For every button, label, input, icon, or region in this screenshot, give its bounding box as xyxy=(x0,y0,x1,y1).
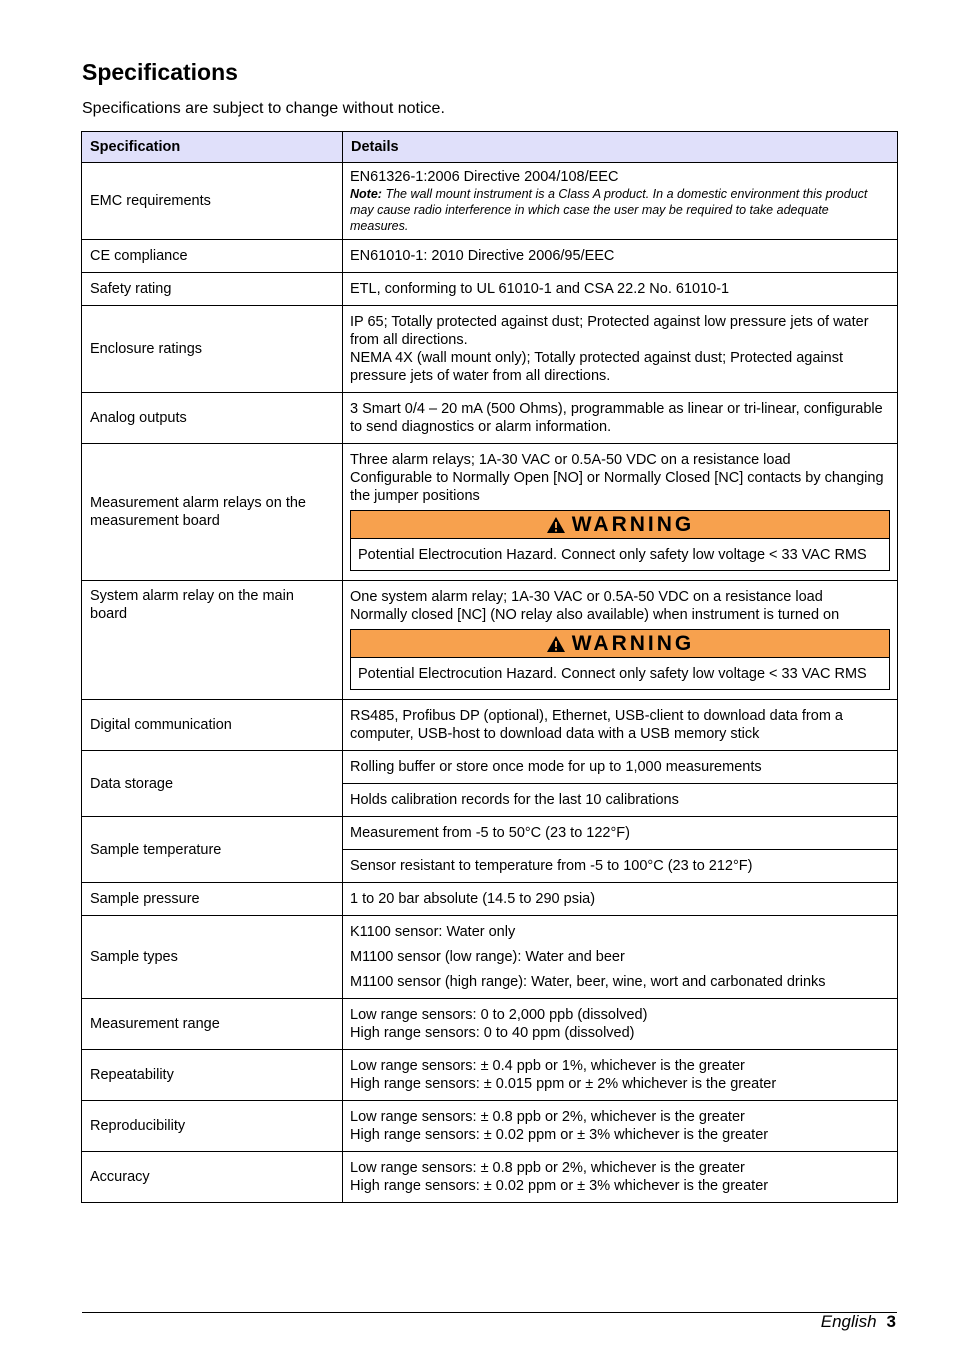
page-title: Specifications xyxy=(82,59,238,85)
detail-line: Low range sensors: ± 0.8 ppb or 2%, whichever is the greater xyxy=(350,1160,745,1176)
table-row xyxy=(82,916,898,999)
spec-detail: Measurement from -5 to 50°C (23 to 122°F) xyxy=(343,817,898,850)
detail-line: Configurable to Normally Open [NO] or Normally Closed [NC] contacts by changing the jumper positions xyxy=(350,470,884,504)
detail-line: Low range sensors: 0 to 2,000 ppb (dissolved) xyxy=(350,1007,648,1023)
table-row xyxy=(82,581,898,700)
spec-detail: 1 to 20 bar absolute (14.5 to 290 psia) xyxy=(343,883,898,916)
warning-text: Potential Electrocution Hazard. Connect only safety low voltage < 33 VAC RMS xyxy=(358,547,867,563)
table-row xyxy=(82,817,898,850)
warning-header xyxy=(351,511,889,539)
table-row xyxy=(82,883,898,916)
emc-detail: EN61326-1:2006 Directive 2004/108/EEC xyxy=(350,169,619,185)
spec-detail xyxy=(343,163,898,240)
detail-line: Low range sensors: ± 0.8 ppb or 2%, whichever is the greater xyxy=(350,1109,745,1125)
page-number: 3 xyxy=(886,1312,896,1331)
page-footer xyxy=(821,1312,896,1332)
spec-detail: EN61010-1: 2010 Directive 2006/95/EEC xyxy=(343,240,898,273)
warning-box xyxy=(350,510,890,571)
spec-detail xyxy=(343,916,898,999)
detail-line: High range sensors: ± 0.02 ppm or ± 3% whichever is the greater xyxy=(350,1127,769,1143)
spec-label: Accuracy xyxy=(82,1152,343,1203)
table-row xyxy=(82,306,898,393)
detail-line: High range sensors: ± 0.015 ppm or ± 2% whichever is the greater xyxy=(350,1076,777,1092)
detail-line: K1100 sensor: Water only xyxy=(350,924,516,940)
spec-detail xyxy=(343,581,898,700)
spec-label: Sample temperature xyxy=(82,817,343,883)
table-row xyxy=(82,240,898,273)
spec-detail: ETL, conforming to UL 61010-1 and CSA 22.2 No. 61010-1 xyxy=(343,273,898,306)
header-specification: Specification xyxy=(82,132,343,163)
spec-detail xyxy=(343,1050,898,1101)
spec-label: CE compliance xyxy=(82,240,343,273)
warning-title: WARNING xyxy=(571,512,695,536)
spec-label: Enclosure ratings xyxy=(82,306,343,393)
warning-header xyxy=(351,630,889,658)
spec-label: Reproducibility xyxy=(82,1101,343,1152)
spec-label: Digital communication xyxy=(82,700,343,751)
spec-detail xyxy=(343,444,898,581)
detail-line: NEMA 4X (wall mount only); Totally protected against dust; Protected against pressure jets of water from all directions. xyxy=(350,350,843,384)
footer-divider xyxy=(82,1312,897,1313)
spec-detail: RS485, Profibus DP (optional), Ethernet, USB-client to download data from a computer, USB-host to download data with a USB memory stick xyxy=(343,700,898,751)
warning-box xyxy=(350,629,890,690)
header-details: Details xyxy=(343,132,898,163)
footer-language: English xyxy=(820,1312,877,1331)
note-text: The wall mount instrument is a Class A product. In a domestic environment this product may cause radio interference in which case the user may be required to take adequate measures. xyxy=(350,187,868,233)
table-row xyxy=(82,700,898,751)
spec-detail: Rolling buffer or store once mode for up to 1,000 measurements xyxy=(343,751,898,784)
spec-detail xyxy=(343,1152,898,1203)
warning-text: Potential Electrocution Hazard. Connect only safety low voltage < 33 VAC RMS xyxy=(358,666,867,682)
table-header-row xyxy=(82,132,898,163)
warning-triangle-icon xyxy=(546,516,566,534)
table-row xyxy=(82,444,898,581)
spec-detail xyxy=(343,306,898,393)
emc-note xyxy=(350,186,890,234)
spec-label: Sample pressure xyxy=(82,883,343,916)
spec-label: Safety rating xyxy=(82,273,343,306)
detail-line: M1100 sensor (low range): Water and beer xyxy=(350,949,625,965)
spec-label: Analog outputs xyxy=(82,393,343,444)
specifications-table xyxy=(81,131,898,1203)
spec-detail: Sensor resistant to temperature from -5 to 100°C (23 to 212°F) xyxy=(343,850,898,883)
table-row xyxy=(82,163,898,240)
spec-label: Measurement alarm relays on the measurement board xyxy=(82,444,343,581)
detail-line: One system alarm relay; 1A-30 VAC or 0.5A-50 VDC on a resistance load xyxy=(350,589,823,605)
detail-line: Normally closed [NC] (NO relay also available) when instrument is turned on xyxy=(350,607,840,623)
spec-detail xyxy=(343,999,898,1050)
table-row xyxy=(82,1101,898,1152)
detail-line: High range sensors: ± 0.02 ppm or ± 3% whichever is the greater xyxy=(350,1178,769,1194)
detail-line: Low range sensors: ± 0.4 ppb or 1%, whichever is the greater xyxy=(350,1058,745,1074)
table-row xyxy=(82,393,898,444)
warning-title: WARNING xyxy=(571,631,695,655)
spec-detail: 3 Smart 0/4 – 20 mA (500 Ohms), programmable as linear or tri-linear, configurable to send diagnostics or alarm information. xyxy=(343,393,898,444)
warning-triangle-icon xyxy=(546,635,566,653)
spec-label: Measurement range xyxy=(82,999,343,1050)
table-row xyxy=(82,273,898,306)
spec-label: EMC requirements xyxy=(82,163,343,240)
spec-label: Repeatability xyxy=(82,1050,343,1101)
table-row xyxy=(82,1050,898,1101)
detail-line: Three alarm relays; 1A-30 VAC or 0.5A-50 VDC on a resistance load xyxy=(350,452,791,468)
detail-line: M1100 sensor (high range): Water, beer, wine, wort and carbonated drinks xyxy=(350,974,826,990)
note-label: Note: xyxy=(350,187,382,201)
spec-label: Sample types xyxy=(82,916,343,999)
spec-detail xyxy=(343,1101,898,1152)
detail-line: High range sensors: 0 to 40 ppm (dissolved) xyxy=(350,1025,635,1041)
detail-line: IP 65; Totally protected against dust; Protected against low pressure jets of water from all directions. xyxy=(350,314,869,348)
table-row xyxy=(82,1152,898,1203)
spec-label: System alarm relay on the main board xyxy=(82,581,343,700)
spec-label: Data storage xyxy=(82,751,343,817)
table-row xyxy=(82,751,898,784)
spec-detail: Holds calibration records for the last 10 calibrations xyxy=(343,784,898,817)
intro-text: Specifications are subject to change without notice. xyxy=(82,100,445,117)
table-row xyxy=(82,999,898,1050)
